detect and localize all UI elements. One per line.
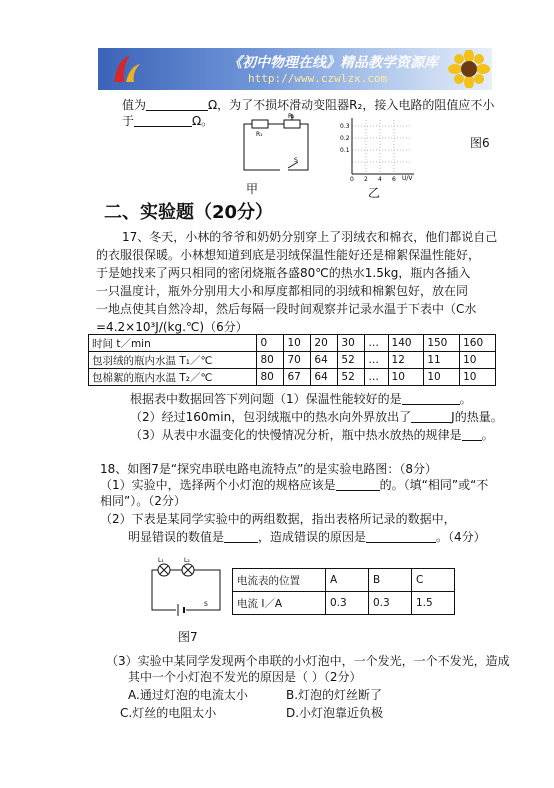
q18-option-d: D.小灯泡靠近负极 <box>286 706 384 720</box>
q18-line-2: （1）实验中，选择两个小灯泡的规格应该是 的。（填“相同”或“不 <box>100 478 489 492</box>
q17-data-table <box>88 334 496 386</box>
q17-line-4: 一只温度计，瓶外分别用大小和厚度都相同的羽绒和棉絮包好，放在同 <box>96 284 469 298</box>
svg-text:L₂: L₂ <box>184 557 190 564</box>
q18-line-5: 明显错误的数值是 ，造成错误的原因是 。（4分） <box>128 530 486 544</box>
svg-text:S: S <box>294 157 298 164</box>
circuit-diagram-fig7 <box>144 556 228 624</box>
svg-text:0.1: 0.1 <box>340 147 350 154</box>
svg-text:R₁: R₁ <box>256 131 263 138</box>
q17-line-2: 的衣服很保暖。小林想知道到底是羽绒保温性能好还是棉絮保温性能好， <box>96 248 481 262</box>
q17-sub-3: （3）从表中水温变化的快慢情况分析，瓶中热水放热的规律是 。 <box>130 428 494 442</box>
q17-sub-2: （2）经过160min，包羽绒瓶中的热水向外界放出了 J的热量。 <box>130 410 503 424</box>
q18-option-a: A.通过灯泡的电流太小 <box>128 688 248 702</box>
svg-text:S: S <box>204 601 208 608</box>
svg-text:U/V: U/V <box>402 175 413 182</box>
table-row: 电流表的位置 A B C <box>233 569 455 592</box>
figure-7-label: 图7 <box>178 630 198 644</box>
svg-text:4: 4 <box>378 176 382 182</box>
logo-icon <box>108 52 144 86</box>
svg-text:2: 2 <box>364 176 368 182</box>
label-yi: 乙 <box>368 186 381 200</box>
q18-line-1: 18、如图7是“探究串联电路电流特点”的是实验电路图：（8分） <box>100 462 437 476</box>
table-row: 包羽绒的瓶内水温 T₁／℃ 80 70 64 52 … 12 11 10 <box>89 352 496 369</box>
figure-6-label: 图6 <box>470 136 490 150</box>
graph-yi <box>338 116 418 182</box>
q17-sub-1: 根据表中数据回答下列问题（1）保温性能较好的是 。 <box>130 392 472 406</box>
table-row: 包棉絮的瓶内水温 T₂／℃ 80 67 64 52 … 10 10 10 <box>89 369 496 386</box>
svg-text:0: 0 <box>350 176 354 182</box>
section-title: 二、实验题（20分） <box>104 202 274 223</box>
banner-title: 《初中物理在线》精品教学资源库 <box>228 55 438 71</box>
q18-line-7: 其中一个小灯泡不发光的原因是（ ）（2分） <box>128 670 362 684</box>
q17-line-1: 17、冬天，小林的爷爷和奶奶分别穿上了羽绒衣和棉衣，他们都说自己 <box>122 230 498 244</box>
banner-url: http://www.czwlzx.com <box>248 72 388 85</box>
q17-line-3: 于是她找来了两只相同的密闭烧瓶各盛80℃的热水1.5kg，瓶内各插入 <box>96 266 471 280</box>
q18-line-4: （2）下表是某同学实验中的两组数据，指出表格所记录的数据中， <box>100 512 456 526</box>
q17-line-6: =4.2×10³J/(kg.℃)（6分） <box>96 320 248 334</box>
q18-line-3: 相同”）。（2分） <box>100 494 186 508</box>
svg-text:6: 6 <box>392 176 396 182</box>
label-jia: 甲 <box>246 182 259 196</box>
svg-text:L₁: L₁ <box>158 557 164 564</box>
header-banner <box>98 48 492 90</box>
q18-option-b: B.灯泡的灯丝断了 <box>286 688 383 702</box>
svg-text:0.3: 0.3 <box>340 123 350 130</box>
q18-line-6: （3）实验中某同学发现两个串联的小灯泡中，一个发光，一个不发光，造成 <box>106 654 510 668</box>
circuit-diagram-jia <box>236 112 316 178</box>
table-row: 时间 t／min 0 10 20 30 … 140 150 160 <box>89 335 496 352</box>
q18-current-table <box>232 568 455 615</box>
table-row: 电流 I／A 0.3 0.3 1.5 <box>233 592 455 615</box>
svg-text:0.2: 0.2 <box>340 135 350 142</box>
top-line-1: 值为 Ω，为了不损坏滑动变阻器R₂，接入电路的阻值应不小 <box>122 98 495 112</box>
q18-option-c: C.灯丝的电阻太小 <box>120 706 217 720</box>
sunflower-icon <box>448 50 490 88</box>
top-line-2: 于 Ω。 <box>122 114 214 128</box>
q17-line-5: 一地点使其自然冷却，然后每隔一段时间观察并记录水温于下表中（C水 <box>96 302 477 316</box>
svg-text:R₂: R₂ <box>288 113 295 120</box>
